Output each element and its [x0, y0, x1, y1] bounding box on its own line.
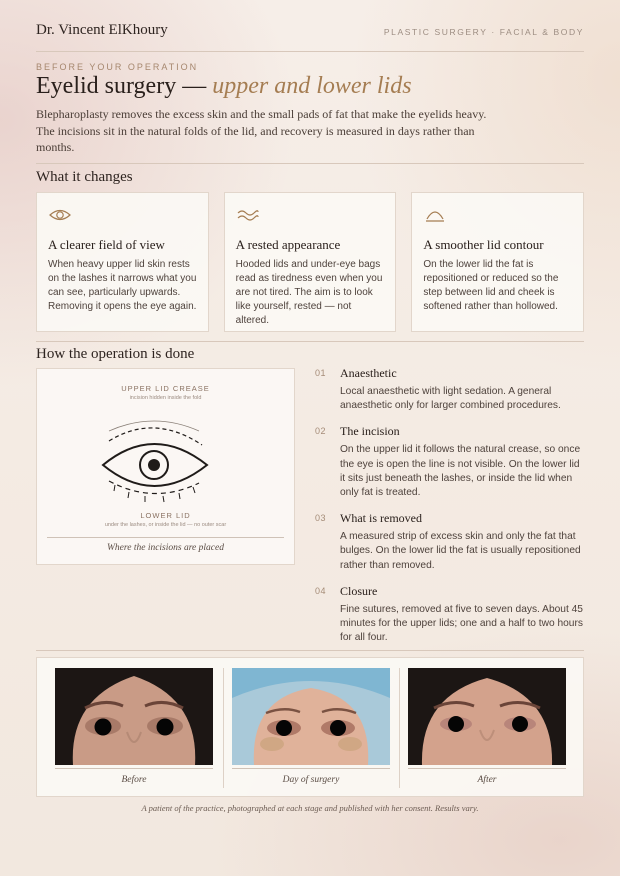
- benefit-text: Hooded lids and under-eye bags read as tiredness even when you are not tired. The aim is to look like yourself, rested — not altered.: [235, 259, 383, 326]
- eye-icon: [48, 205, 197, 225]
- photo-footnote: A patient of the practice, photographed at each stage and published with her consent. Results vary.: [141, 803, 479, 813]
- benefit-card: [36, 192, 209, 332]
- photo-strip: [36, 657, 584, 797]
- section-heading-changes: What it changes: [36, 169, 133, 185]
- step-item: [315, 584, 585, 646]
- step-item: [315, 511, 585, 573]
- brand-name: Dr. Vincent ElKhoury: [36, 22, 168, 38]
- divider: [36, 163, 584, 164]
- benefit-card: [224, 192, 397, 332]
- divider: [36, 650, 584, 651]
- lower-lid-label: LOWER LID: [140, 511, 191, 520]
- photo-caption: Before: [55, 768, 213, 785]
- photo-caption: After: [408, 768, 566, 785]
- photo-before: [55, 668, 213, 788]
- photo-divider: [223, 668, 224, 788]
- benefit-title: A smoother lid contour: [423, 237, 544, 252]
- header-tagline: PLASTIC SURGERY · FACIAL & BODY: [383, 27, 584, 37]
- patient-photo: [408, 668, 566, 765]
- photo-day-of-surgery: [232, 668, 390, 788]
- benefit-text: When heavy upper lid skin rests on the lashes it narrows what you can see, particularly upwards. Removing it opens the eye again.: [48, 259, 197, 312]
- step-number: 03: [315, 513, 327, 524]
- patient-photo: [55, 668, 213, 765]
- page-header: [36, 22, 584, 52]
- upper-lid-sub: incision hidden inside the fold: [129, 395, 202, 401]
- benefit-text: On the lower lid the fat is repositioned or reduced so the step between lid and cheek is softened rather than hollowed.: [423, 259, 559, 312]
- page-title: [36, 73, 412, 100]
- waves-icon: [236, 205, 385, 225]
- step-text: Fine sutures, removed at five to seven days. About 45 minutes for the upper lids; one and a half to two hours for all four.: [340, 603, 583, 644]
- title-accent: upper and lower lids: [212, 73, 412, 99]
- benefit-title: A clearer field of view: [48, 237, 165, 252]
- photo-divider: [399, 668, 400, 788]
- diagram-caption: Where the incisions are placed: [47, 537, 284, 553]
- eye-diagram-graphic: [37, 409, 296, 509]
- benefit-title: A rested appearance: [235, 237, 341, 252]
- benefit-cards: [36, 192, 584, 332]
- section-heading-operation: How the operation is done: [36, 346, 195, 362]
- incision-diagram: [36, 368, 295, 565]
- lid-contour-icon: [423, 205, 572, 225]
- step-title: What is removed: [340, 511, 422, 526]
- step-number: 02: [315, 426, 327, 437]
- title-main: Eyelid surgery —: [36, 73, 213, 99]
- photo-caption: Day of surgery: [232, 768, 390, 785]
- divider: [36, 341, 584, 342]
- benefit-card: [411, 192, 584, 332]
- procedure-steps: [315, 366, 585, 656]
- step-item: [315, 366, 585, 413]
- step-text: On the upper lid it follows the natural crease, so once the eye is open the line is not visible. On the lower lid it sits just beneath the lashes, or inside the lid when only fat is treated.: [340, 444, 581, 499]
- step-number: 01: [315, 368, 327, 378]
- step-item: [315, 424, 585, 500]
- step-title: Closure: [340, 583, 378, 598]
- photo-after: [408, 668, 566, 788]
- upper-lid-label: UPPER LID CREASE: [121, 384, 210, 393]
- step-title: Anaesthetic: [340, 366, 397, 380]
- intro-paragraph: Blepharoplasty removes the excess skin and the small pads of fat that make the eyelids heavy. The incisions sit in the natural folds of the lid, and recovery is measured in days rather than months.: [36, 107, 487, 154]
- step-text: Local anaesthetic with light sedation. A general anaesthetic only for larger combined procedures.: [340, 386, 561, 412]
- lower-lid-sub: under the lashes, or inside the lid — no outer scar: [104, 522, 227, 528]
- step-text: A measured strip of excess skin and only the fat that bulges. On the lower lid the fat is usually repositioned rather than removed.: [340, 531, 581, 571]
- patient-photo: [232, 668, 390, 765]
- eyebrow: BEFORE YOUR OPERATION: [36, 62, 199, 72]
- step-title: The incision: [340, 424, 400, 439]
- step-number: 04: [315, 585, 327, 596]
